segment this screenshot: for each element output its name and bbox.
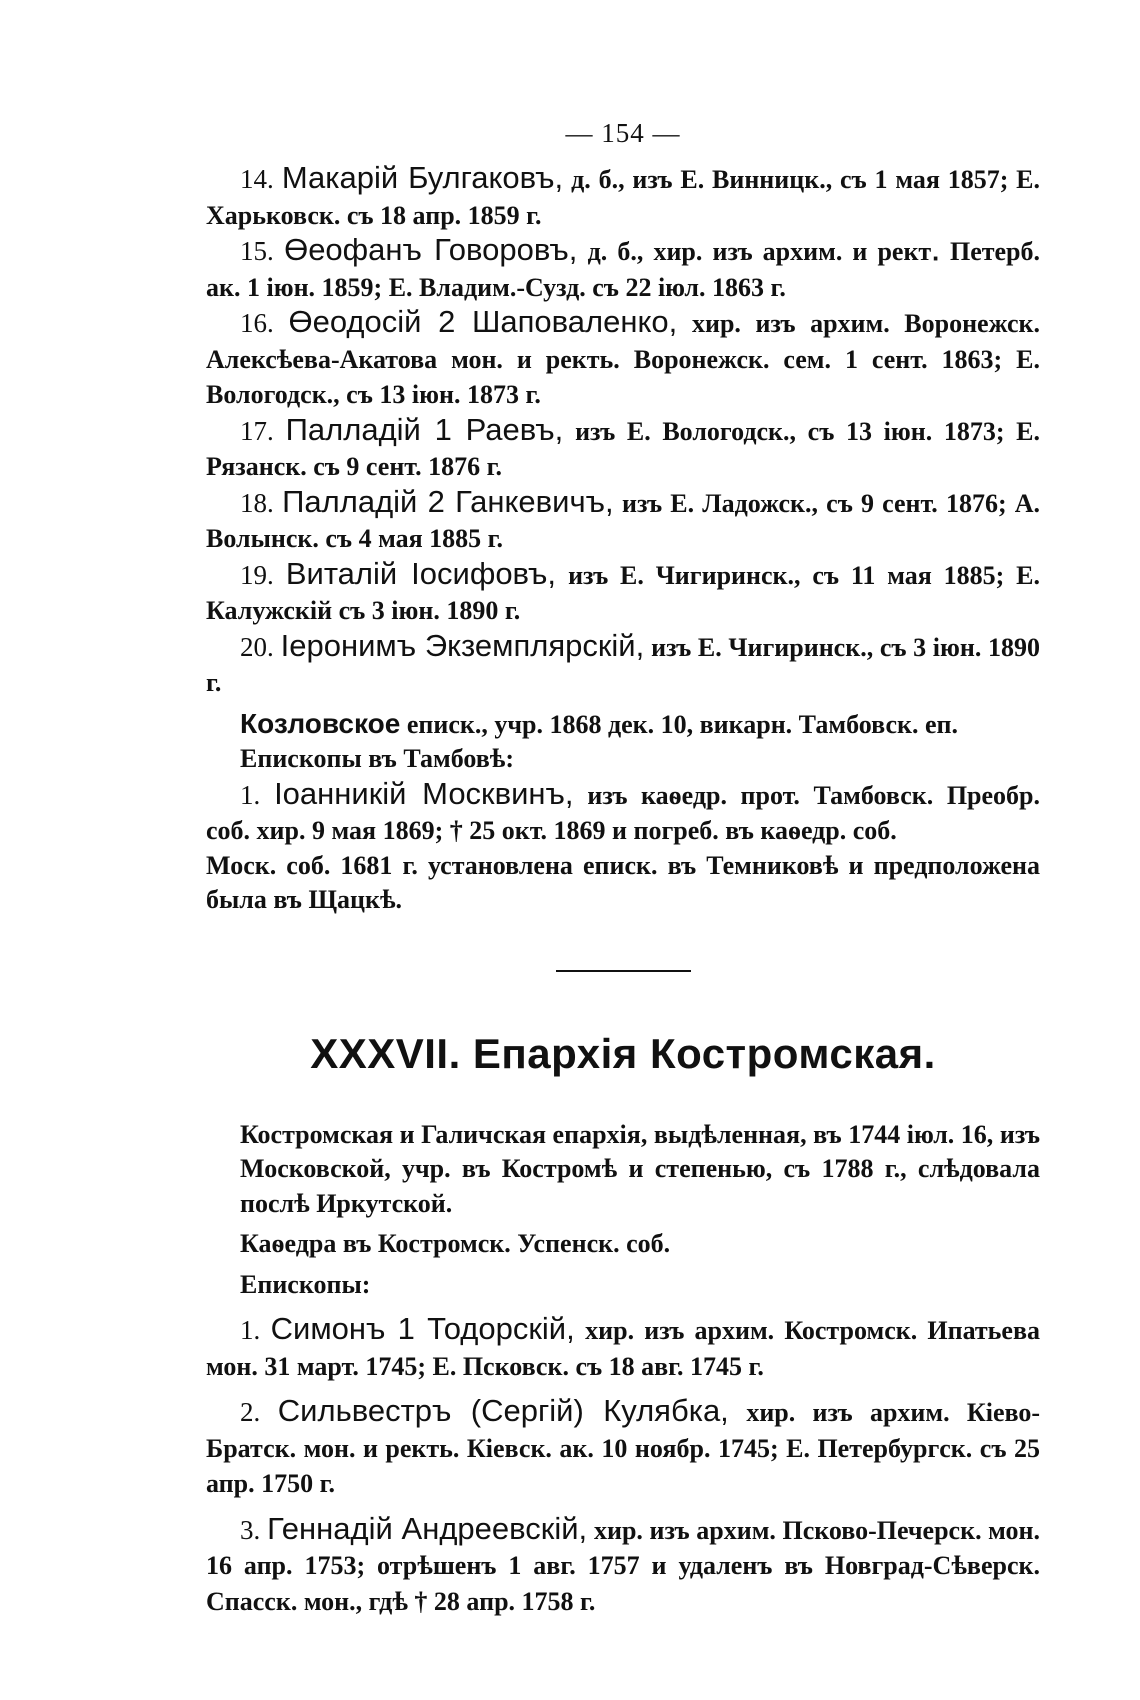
entry-text: изъ Е. Чигиринск., съ 3 іюн. 1890 г. (206, 632, 1041, 697)
entry-text: хир. изъ архим. Псково-Печерск. мон. 16 апр. 1753; отрѣшенъ 1 авг. 1757 и удаленъ въ Новград-Сѣверск. Спасск. мон., гдѣ † 28 апр. 1758 г. (206, 1515, 1041, 1616)
kostroma-bishops-label: Епископы: (240, 1269, 371, 1299)
entry-number: 1. (240, 1315, 261, 1345)
page-number: — 154 — (565, 118, 681, 148)
list-item (206, 557, 1040, 629)
entry-name: Палладій 2 Ганкевичъ, (282, 483, 614, 519)
entry-number: 14. (240, 164, 274, 194)
kozlov-heading: Козловское (240, 707, 401, 739)
list-item (206, 233, 1040, 305)
entry-text: хир. изъ архим. Костромск. Ипатьева мон. 31 март. 1745; Е. Псковск. съ 18 авг. 1745 г. (206, 1316, 1040, 1381)
entry-name: Симонъ 1 Тодорскій, (270, 1311, 575, 1346)
entry-name: Геннадій Андреевскій, (267, 1510, 588, 1546)
list-item (206, 1394, 1040, 1502)
entry-number: 19. (240, 559, 274, 590)
kozlov-text: еписк., учр. 1868 дек. 10, викарн. Тамбовск. еп. (406, 709, 958, 739)
entry-number: 1. (240, 779, 261, 810)
entry-number: 20. (240, 631, 274, 662)
list-item (206, 161, 1040, 233)
list-item (206, 777, 1040, 849)
entry-text: изъ Е. Ладожск., съ 9 сент. 1876; А. Волынск. съ 4 мая 1885 г. (206, 488, 1041, 553)
list-item (206, 1312, 1040, 1384)
entry-number: 15. (240, 236, 274, 266)
entry-text: изъ Е. Вологодск., съ 13 іюн. 1873; Е. Рязанск. съ 9 сент. 1876 г. (206, 416, 1040, 481)
kostroma-cathedra: Каѳедра въ Костромск. Успенск. соб. (240, 1229, 671, 1258)
entry-text: д. б., изъ Е. Винницк., съ 1 мая 1857; Е. Харьковск. съ 18 апр. 1859 г. (206, 165, 1041, 230)
entry-text: изъ каѳедр. прот. Тамбовск. Преобр. соб. хир. 9 мая 1869; † 25 окт. 1869 и погреб. въ каѳедр. соб. (206, 780, 1041, 845)
entry-text: изъ Е. Чигиринск., съ 11 мая 1885; Е. Калужскій съ 3 іюн. 1890 г. (206, 560, 1041, 625)
entry-number: 3. (240, 1514, 261, 1545)
list-item (206, 485, 1040, 557)
entry-text: хир. изъ архим. Кіево-Братск. мон. и ректь. Кіевск. ак. 10 ноябр. 1745; Е. Петербургск. съ 25 апр. 1750 г. (206, 1398, 1041, 1498)
list-item (206, 1512, 1040, 1620)
entry-name: Палладій 1 Раевъ, (285, 411, 564, 447)
entry-number: 17. (240, 415, 274, 446)
kostroma-intro: Костромская и Галичская епархія, выдѣленная, въ 1744 іюл. 16, изъ Московской, учр. въ Костромѣ и степенью, съ 1788 г., слѣдовала послѣ Иркутской. (240, 1119, 1040, 1218)
entry-name: Іоанникій Москвинъ, (274, 775, 574, 811)
entry-name: Сильвестръ (Сергій) Кулябка, (277, 1393, 729, 1428)
entry-name: Іеронимъ Экземплярскій, (280, 627, 645, 663)
entry-name: Макарій Булгаковъ, (281, 160, 564, 195)
list-item (206, 305, 1040, 413)
entry-name: Өеофанъ Говоровъ, (284, 232, 578, 267)
entry-name: Өеодосій 2 Шаповаленко, (288, 304, 678, 339)
list-item (206, 629, 1040, 701)
kozlov-bishops-label: Епископы въ Тамбовѣ: (240, 744, 515, 773)
page (206, 118, 1040, 1619)
entry-number: 16. (240, 308, 274, 338)
entry-text: д. б., хир. изъ архим. и рект․ Петерб. ак. 1 іюн. 1859; Е. Владим.-Сузд. съ 22 іюл. 1863 г. (206, 237, 1041, 302)
kozlov-paragraph (206, 707, 1040, 743)
entry-number: 18. (240, 487, 274, 518)
list-item (206, 413, 1040, 485)
entry-text: хир. изъ архим. Воронежск. Алексѣева-Акатова мон. и ректь. Воронежск. сем. 1 сент. 1863; Е. Вологодск., съ 13 іюн. 1873 г. (206, 309, 1040, 409)
kozlov-note: Моск. соб. 1681 г. установлена еписк. въ Темниковѣ и предположена была въ Щацкѣ. (206, 850, 1040, 914)
section-title: XXXVII. Епархія Костромская. (310, 1029, 936, 1077)
entry-name: Виталій Іосифовъ, (285, 555, 556, 591)
entry-number: 2. (240, 1397, 261, 1427)
section-divider (556, 970, 691, 972)
